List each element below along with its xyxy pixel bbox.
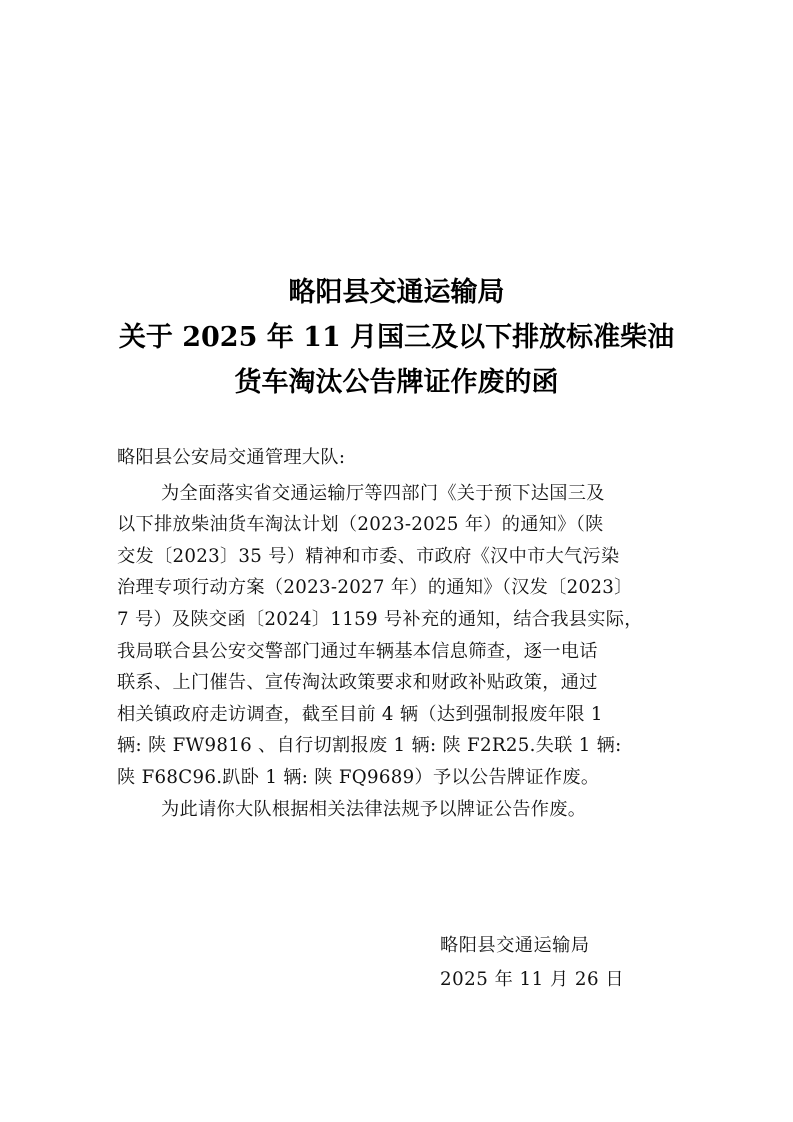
paragraph-1-line: 辆: 陕 FW9816 、自行切割报废 1 辆: 陕 F2R25.失联 1 辆: [117, 735, 622, 757]
paragraph-1-line: 为全面落实省交通运输厅等四部门《关于预下达国三及 [161, 482, 605, 504]
salutation: 略阳县公安局交通管理大队: [117, 447, 346, 468]
paragraph-1-line: 联系、上门催告、宣传淘汰政策要求和财政补贴政策，通过 [117, 672, 598, 694]
paragraph-1-line: 治理专项行动方案（2023-2027 年）的通知》（汉发〔2023〕 [117, 577, 633, 599]
title-line-3: 货车淘汰公告牌证作废的函 [234, 367, 559, 398]
paragraph-1-line: 7 号）及陕交函〔2024〕1159 号补充的通知，结合我县实际， [117, 608, 643, 630]
paragraph-1 [117, 478, 683, 794]
signature-block [440, 929, 624, 997]
signature-date: 2025 年 11 月 26 日 [440, 969, 625, 990]
title-line-2: 关于 2025 年 11 月国三及以下排放标准柴油 [118, 322, 675, 353]
paragraph-1-line: 陕 F68C96.趴卧 1 辆: 陕 FQ9689）予以公告牌证作废。 [117, 766, 600, 788]
document-title [0, 270, 793, 405]
paragraph-1-line: 以下排放柴油货车淘汰计划（2023-2025 年）的通知》（陕 [117, 514, 604, 536]
document-body [117, 442, 683, 825]
signature-organization: 略阳县交通运输局 [440, 935, 590, 956]
title-line-1: 略阳县交通运输局 [288, 277, 505, 308]
paragraph-1-line: 交发〔2023〕35 号）精神和市委、市政府《汉中市大气污染 [117, 545, 620, 567]
paragraph-2: 为此请你大队根据相关法律法规予以牌证公告作废。 [161, 798, 587, 820]
paragraph-1-line: 我局联合县公安交警部门通过车辆基本信息筛查，逐一电话 [117, 640, 598, 662]
paragraph-1-line: 相关镇政府走访调查，截至目前 4 辆（达到强制报废年限 1 [117, 703, 603, 725]
